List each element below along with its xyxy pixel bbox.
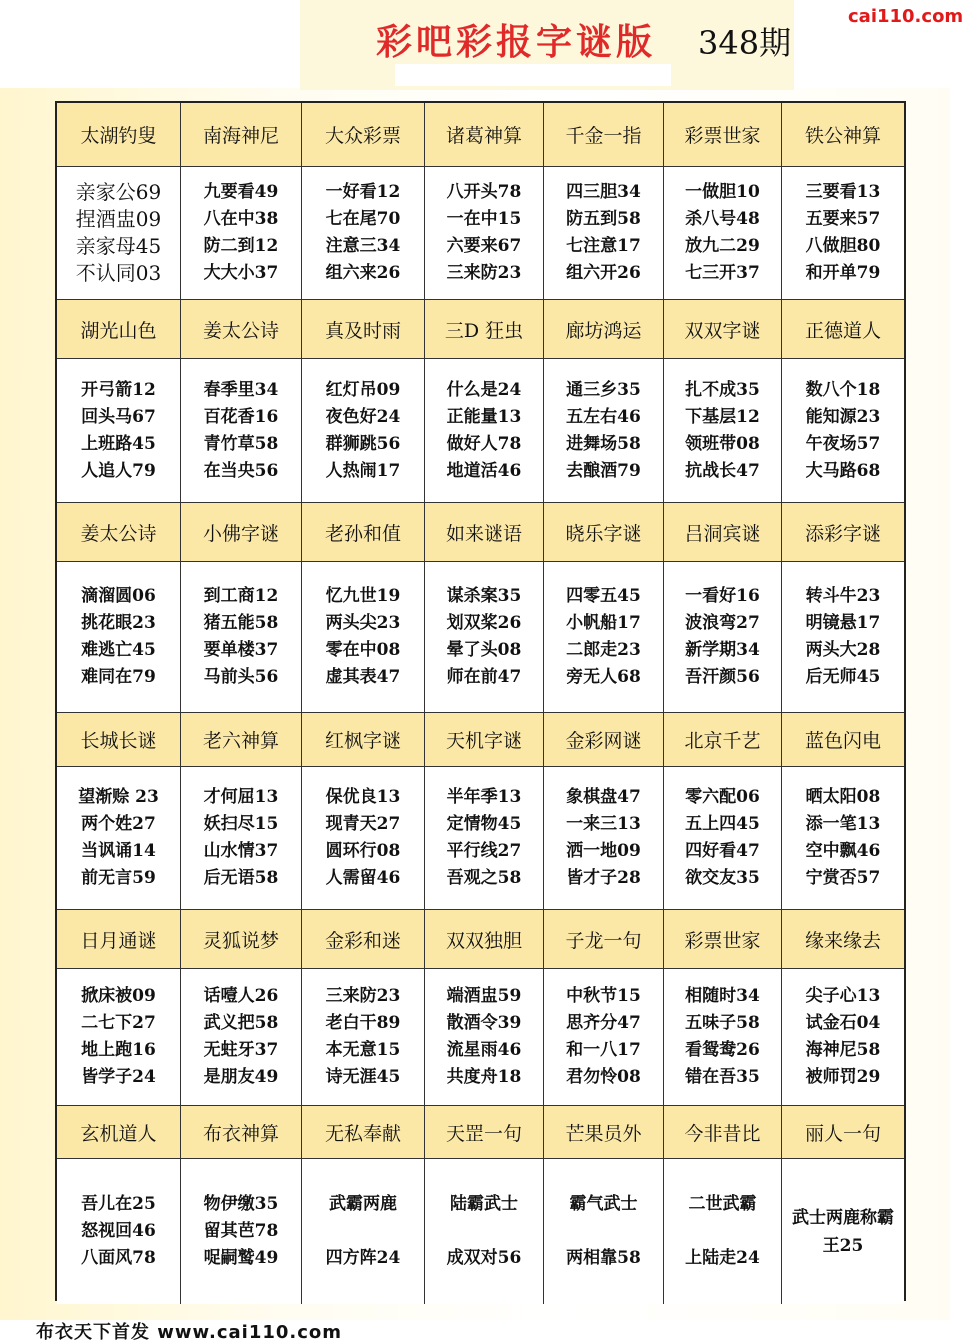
riddle-line: 七三开37	[685, 263, 760, 283]
riddle-line: 洒一地09	[566, 841, 641, 861]
riddle-line: 亲家公69	[75, 180, 162, 204]
riddle-line: 旁无人68	[566, 667, 641, 687]
riddle-line: 晒太阳08	[805, 787, 881, 807]
column-header: 老六神算	[181, 713, 302, 767]
riddle-line: 二郎走23	[566, 640, 641, 660]
riddle-line: 现青天27	[325, 814, 401, 834]
riddle-line: 能知源23	[805, 406, 881, 427]
column-header: 天罡一句	[425, 1106, 544, 1159]
riddle-cell	[544, 1159, 664, 1304]
riddle-line: 海神尼58	[805, 1040, 881, 1060]
riddle-cell	[302, 767, 425, 910]
riddle-cell	[57, 359, 181, 503]
riddle-line: 组六来26	[325, 263, 401, 283]
column-header: 太湖钓叟	[57, 103, 181, 167]
riddle-line: 吾儿在25	[81, 1194, 156, 1214]
column-header: 红枫字谜	[302, 713, 425, 767]
riddle-cell	[425, 767, 544, 910]
riddle-line: 回头马67	[81, 406, 156, 427]
column-header: 子龙一句	[544, 910, 664, 969]
column-header: 小佛字谜	[181, 503, 302, 562]
riddle-cell	[544, 167, 664, 300]
riddle-cell	[181, 359, 302, 503]
riddle-line: 忆九世19	[325, 586, 401, 606]
riddle-line: 正能量13	[446, 406, 522, 427]
riddle-line: 滴溜圆06	[81, 586, 156, 606]
riddle-line: 放九二29	[685, 236, 760, 256]
riddle-line: 挑花眼23	[81, 613, 156, 633]
riddle-line: 端酒盅59	[446, 986, 522, 1006]
riddle-line: 哫嗣鹫49	[203, 1248, 279, 1268]
riddle-cell	[544, 562, 664, 713]
riddle-line: 春季里34	[203, 379, 279, 400]
riddle-line: 人热闹17	[325, 460, 401, 481]
riddle-line: 思齐分47	[566, 1013, 641, 1033]
riddle-line: 空中飘46	[805, 841, 881, 861]
column-header: 大众彩票	[302, 103, 425, 167]
riddle-cell	[181, 167, 302, 300]
riddle-cell	[57, 167, 181, 300]
riddle-line: 一来三13	[566, 814, 641, 834]
riddle-line: 晕了头08	[446, 640, 522, 660]
riddle-cell	[664, 167, 782, 300]
column-header: 灵狐说梦	[181, 910, 302, 969]
riddle-line: 三要看13	[805, 182, 881, 202]
column-header: 彩票世家	[664, 910, 782, 969]
column-header: 北京千艺	[664, 713, 782, 767]
column-header: 姜太公诗	[57, 503, 181, 562]
riddle-line: 到工商12	[203, 586, 279, 606]
riddle-cell	[302, 1159, 425, 1304]
riddle-cell	[782, 1159, 904, 1304]
riddle-line: 八做胆80	[805, 236, 881, 256]
column-header: 三D 狂虫	[425, 300, 544, 359]
column-header: 双双独胆	[425, 910, 544, 969]
riddle-line: 添一笔13	[805, 814, 881, 834]
riddle-line: 掀床被09	[81, 986, 156, 1006]
riddle-line: 小帆船17	[566, 613, 641, 633]
riddle-line: 捏酒盅09	[75, 207, 162, 231]
riddle-line: 山水情37	[203, 841, 279, 861]
riddle-line: 防五到58	[566, 209, 641, 229]
column-header: 廊坊鸿运	[544, 300, 664, 359]
riddle-cell	[181, 562, 302, 713]
riddle-line: 百花香16	[203, 406, 279, 427]
riddle-line: 两头大28	[805, 640, 881, 660]
riddle-line: 亲家母45	[75, 234, 162, 258]
riddle-line: 试金石04	[805, 1013, 881, 1033]
riddle-line: 地上跑16	[81, 1040, 156, 1060]
column-header: 如来谜语	[425, 503, 544, 562]
riddle-cell	[425, 969, 544, 1106]
riddle-cell	[302, 562, 425, 713]
riddle-line: 五上四45	[685, 814, 760, 834]
riddle-line: 上班路45	[81, 433, 156, 454]
column-header: 彩票世家	[664, 103, 782, 167]
column-header: 缘来缘去	[782, 910, 904, 969]
riddle-line: 留其芭78	[203, 1221, 279, 1241]
column-header: 诸葛神算	[425, 103, 544, 167]
riddle-line: 五要来57	[805, 209, 881, 229]
riddle-line: 吾汗颜56	[685, 667, 760, 687]
riddle-line: 不认同03	[75, 261, 162, 285]
column-header: 老孙和值	[302, 503, 425, 562]
riddle-cell	[664, 1159, 782, 1304]
riddle-line: 二世武霸	[688, 1194, 757, 1214]
column-header: 金彩网谜	[544, 713, 664, 767]
riddle-line: 在当央56	[203, 460, 279, 481]
riddle-cell	[782, 767, 904, 910]
riddle-line: 吾观之58	[446, 868, 522, 888]
riddle-cell	[782, 359, 904, 503]
riddle-line: 七在尾70	[325, 209, 401, 229]
page-title: 彩吧彩报字谜版	[376, 21, 657, 63]
riddle-line: 做好人78	[446, 433, 522, 454]
riddle-line: 霸气武士	[569, 1194, 638, 1214]
riddle-line: 皆才子28	[566, 868, 641, 888]
riddle-cell	[302, 167, 425, 300]
riddle-cell	[782, 562, 904, 713]
riddle-line: 注意三34	[325, 236, 401, 256]
column-header: 玄机道人	[57, 1106, 181, 1159]
riddle-line: 猪五能58	[203, 613, 279, 633]
column-header: 蓝色闪电	[782, 713, 904, 767]
riddle-line: 上陆走24	[685, 1248, 760, 1268]
riddle-line: 七注意17	[566, 236, 641, 256]
riddle-line: 进舞场58	[566, 433, 641, 454]
riddle-line: 八在中38	[203, 209, 279, 229]
riddle-cell	[181, 767, 302, 910]
riddle-line: 定情物45	[446, 814, 522, 834]
riddle-line: 五左右46	[566, 406, 641, 427]
column-header: 今非昔比	[664, 1106, 782, 1159]
riddle-line: 二七下27	[81, 1013, 156, 1033]
column-header: 添彩字谜	[782, 503, 904, 562]
riddle-cell	[544, 969, 664, 1106]
riddle-line: 看鸳鸯26	[685, 1040, 760, 1060]
riddle-line: 领班带08	[685, 433, 760, 454]
title-banner-inner	[395, 64, 671, 86]
riddle-line: 两头尖23	[325, 613, 401, 633]
riddle-line: 后无师45	[805, 667, 881, 687]
column-header: 晓乐字谜	[544, 503, 664, 562]
riddle-cell	[181, 1159, 302, 1304]
column-header: 长城长谜	[57, 713, 181, 767]
riddle-cell	[57, 1159, 181, 1304]
riddle-line: 八开头78	[446, 182, 522, 202]
riddle-table	[55, 101, 906, 1301]
riddle-line: 宁赏否57	[805, 868, 881, 888]
column-header: 布衣神算	[181, 1106, 302, 1159]
riddle-line: 陆霸武士	[450, 1194, 518, 1214]
riddle-line: 一做胆10	[685, 182, 760, 202]
riddle-line: 物伊缴35	[203, 1194, 279, 1214]
riddle-line: 皆学子24	[81, 1067, 156, 1087]
riddle-line: 圆环行08	[325, 841, 401, 861]
riddle-line: 要单楼37	[203, 640, 279, 660]
riddle-line: 成双对56	[446, 1248, 522, 1268]
column-header: 千金一指	[544, 103, 664, 167]
riddle-line: 是朋友49	[203, 1067, 279, 1087]
riddle-cell	[782, 167, 904, 300]
riddle-line: 流星雨46	[446, 1040, 522, 1060]
riddle-cell	[664, 562, 782, 713]
column-header: 芒果员外	[544, 1106, 664, 1159]
riddle-line: 扎不成35	[685, 379, 760, 400]
riddle-line: 武霸两鹿	[329, 1194, 397, 1214]
riddle-line: 两相靠58	[566, 1248, 641, 1268]
riddle-line: 四零五45	[566, 586, 641, 606]
riddle-line: 后无语58	[203, 868, 279, 888]
riddle-line: 明镜悬17	[805, 613, 881, 633]
riddle-line: 师在前47	[446, 667, 522, 687]
riddle-cell	[302, 359, 425, 503]
riddle-line: 地道活46	[446, 460, 522, 481]
riddle-line: 保优良13	[325, 787, 401, 807]
riddle-cell	[544, 767, 664, 910]
riddle-line: 组六开26	[566, 263, 641, 283]
column-header: 金彩和迷	[302, 910, 425, 969]
riddle-cell	[57, 562, 181, 713]
riddle-line: 九要看49	[203, 182, 279, 202]
column-header: 正德道人	[782, 300, 904, 359]
riddle-cell	[664, 359, 782, 503]
issue-number: 348期	[698, 24, 792, 62]
riddle-line: 难逃亡45	[81, 640, 156, 660]
riddle-line: 波浪弯27	[685, 613, 760, 633]
column-header: 双双字谜	[664, 300, 782, 359]
riddle-line: 虚其表47	[325, 667, 401, 687]
riddle-line: 去酿酒79	[566, 460, 641, 481]
column-header: 丽人一句	[782, 1106, 904, 1159]
riddle-cell	[425, 562, 544, 713]
riddle-line: 相随时34	[685, 986, 760, 1006]
riddle-cell	[425, 359, 544, 503]
riddle-line: 散酒令39	[446, 1013, 522, 1033]
riddle-line: 青竹草58	[203, 433, 279, 454]
riddle-line: 什么是24	[446, 379, 522, 400]
riddle-cell	[544, 359, 664, 503]
riddle-line: 杀八号48	[685, 209, 760, 229]
riddle-line: 本无意15	[325, 1040, 401, 1060]
column-header: 无私奉献	[302, 1106, 425, 1159]
riddle-line: 零在中08	[325, 640, 401, 660]
riddle-line: 四好看47	[685, 841, 760, 861]
riddle-line: 通三乡35	[566, 379, 641, 400]
riddle-line: 新学期34	[685, 640, 760, 660]
riddle-line: 防二到12	[203, 236, 279, 256]
riddle-line: 大大小37	[203, 263, 279, 283]
riddle-line: 人需留46	[325, 868, 401, 888]
riddle-line: 两个姓27	[81, 814, 156, 834]
riddle-line: 下基层12	[685, 406, 760, 427]
riddle-line: 四三胆34	[566, 182, 641, 202]
riddle-line: 妖扫尽15	[203, 814, 279, 834]
riddle-line: 前无言59	[81, 868, 156, 888]
column-header: 天机字谜	[425, 713, 544, 767]
riddle-line: 君勿怜08	[566, 1067, 641, 1087]
riddle-line: 八面风78	[81, 1248, 156, 1268]
column-header: 日月通谜	[57, 910, 181, 969]
riddle-line: 群狮跳56	[325, 433, 401, 454]
riddle-line: 抗战长47	[685, 460, 760, 481]
riddle-line: 夜色好24	[325, 406, 401, 427]
riddle-line: 三来防23	[325, 986, 401, 1006]
site-logo: cai110.com	[848, 6, 963, 27]
column-header: 南海神尼	[181, 103, 302, 167]
riddle-line: 武士两鹿称霸王25	[792, 1207, 894, 1256]
riddle-line: 人追人79	[81, 460, 156, 481]
riddle-line: 老白干89	[325, 1013, 401, 1033]
riddle-line: 难同在79	[81, 667, 156, 687]
riddle-line: 话噎人26	[203, 986, 279, 1006]
riddle-cell	[57, 767, 181, 910]
riddle-line: 三来防23	[446, 263, 522, 283]
riddle-line: 午夜场57	[805, 433, 881, 454]
riddle-line: 数八个18	[805, 379, 881, 400]
riddle-line: 半年季13	[446, 787, 522, 807]
riddle-line: 才何屈13	[203, 787, 279, 807]
riddle-line: 无蛀牙37	[203, 1040, 279, 1060]
column-header: 铁公神算	[782, 103, 904, 167]
riddle-line: 五味子58	[685, 1013, 760, 1033]
riddle-line: 划双桨26	[446, 613, 522, 633]
riddle-line: 被师罚29	[805, 1067, 881, 1087]
riddle-line: 谋杀案35	[446, 586, 522, 606]
riddle-line: 当讽诵14	[81, 841, 156, 861]
riddle-cell	[782, 969, 904, 1106]
riddle-cell	[181, 969, 302, 1106]
column-header: 吕洞宾谜	[664, 503, 782, 562]
riddle-line: 平行线27	[446, 841, 522, 861]
riddle-line: 错在吾35	[685, 1067, 760, 1087]
riddle-line: 一在中15	[446, 209, 522, 229]
riddle-cell	[302, 969, 425, 1106]
riddle-line: 望渐赊 23	[78, 787, 159, 807]
riddle-cell	[57, 969, 181, 1106]
riddle-line: 和开单79	[805, 263, 881, 283]
riddle-line: 转斗牛23	[805, 586, 881, 606]
riddle-line: 一好看12	[325, 182, 401, 202]
column-header: 湖光山色	[57, 300, 181, 359]
riddle-cell	[664, 969, 782, 1106]
riddle-line: 四方阵24	[325, 1248, 401, 1268]
column-header: 真及时雨	[302, 300, 425, 359]
riddle-cell	[425, 1159, 544, 1304]
riddle-line: 尖子心13	[805, 986, 881, 1006]
riddle-line: 零六配06	[685, 787, 760, 807]
riddle-line: 红灯吊09	[325, 379, 401, 400]
riddle-line: 共度舟18	[446, 1067, 522, 1087]
riddle-line: 一看好16	[685, 586, 760, 606]
riddle-line: 和一八17	[566, 1040, 641, 1060]
riddle-cell	[664, 767, 782, 910]
riddle-cell	[425, 167, 544, 300]
riddle-line: 怒视回46	[81, 1221, 156, 1241]
riddle-line: 大马路68	[805, 460, 881, 481]
riddle-line: 马前头56	[203, 667, 279, 687]
riddle-line: 六要来67	[446, 236, 522, 256]
column-header: 姜太公诗	[181, 300, 302, 359]
riddle-line: 武义把58	[203, 1013, 279, 1033]
riddle-line: 欲交友35	[685, 868, 760, 888]
riddle-line: 象棋盘47	[566, 787, 641, 807]
riddle-line: 中秋节15	[566, 986, 641, 1006]
riddle-line: 开弓箭12	[81, 379, 156, 400]
riddle-line: 诗无涯45	[325, 1067, 401, 1087]
footer-text: 布衣天下首发 www.cai110.com	[36, 1322, 343, 1343]
